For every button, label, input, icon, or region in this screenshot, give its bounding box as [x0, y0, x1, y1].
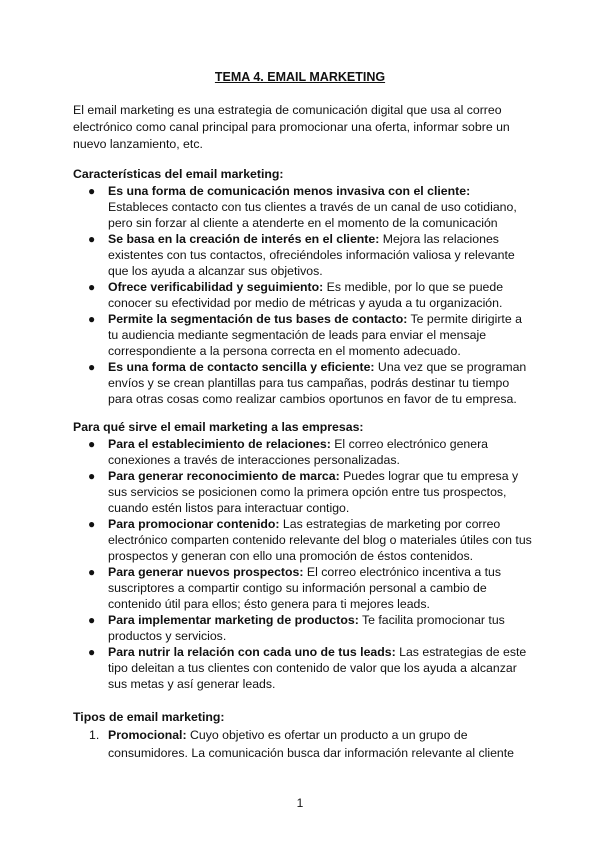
item-lead: Es una forma de comunicación menos invasiva con el cliente:	[108, 184, 471, 198]
list-item	[73, 644, 533, 692]
item-text: Estableces contacto con tus clientes a través de un canal de uso cotidiano, pero sin forzar al cliente a atenderte en el momento de la comunicación	[108, 200, 517, 230]
list-item	[73, 436, 533, 468]
bullet-icon: ●	[88, 613, 96, 627]
section-tipos	[73, 709, 533, 762]
item-lead: Promocional:	[108, 728, 187, 742]
section-heading: Tipos de email marketing:	[73, 710, 225, 724]
item-lead: Para promocionar contenido:	[108, 517, 280, 531]
item-text: El correo electrónico incentiva a tus suscriptores a compartir contigo su información personal a cambio de contenido útil para ellos; ésto genera para ti mejores leads.	[108, 565, 501, 611]
bullet-list	[73, 436, 533, 692]
list-item	[73, 468, 533, 516]
section-heading: Características del email marketing:	[73, 167, 284, 181]
list-item	[73, 279, 533, 311]
bullet-icon: ●	[88, 437, 96, 451]
list-item	[73, 231, 533, 279]
section-caracteristicas	[73, 166, 533, 407]
bullet-list	[73, 183, 533, 407]
bullet-icon: ●	[88, 280, 96, 294]
list-item	[73, 311, 533, 359]
list-item	[73, 359, 533, 407]
numbered-list	[73, 726, 533, 762]
item-lead: Ofrece verificabilidad y seguimiento:	[108, 280, 324, 294]
item-lead: Para generar reconocimiento de marca:	[108, 469, 340, 483]
section-heading: Para qué sirve el email marketing a las empresas:	[73, 420, 364, 434]
item-lead: Para generar nuevos prospectos:	[108, 565, 304, 579]
bullet-icon: ●	[88, 360, 96, 374]
item-lead: Para el establecimiento de relaciones:	[108, 437, 331, 451]
item-number: 1.	[89, 728, 100, 742]
item-lead: Para nutrir la relación con cada uno de tus leads:	[108, 645, 396, 659]
intro-paragraph: El email marketing es una estrategia de comunicación digital que usa al correo electrónico como canal principal para promocionar una oferta, informar sobre un nuevo lanzamiento, etc.	[73, 103, 510, 151]
item-text: Las estrategias de marketing por correo electrónico comparten contenido relevante del blog o materiales útiles con tus prospectos y generan con ello una promoción de éstos contenidos.	[108, 517, 532, 563]
item-lead: Se basa en la creación de interés en el cliente:	[108, 232, 380, 246]
bullet-icon: ●	[88, 645, 96, 659]
item-text: Cuyo objetivo es ofertar un producto a un grupo de consumidores. La comunicación busca dar información relevante al cliente	[108, 728, 515, 760]
item-lead: Permite la segmentación de tus bases de contacto:	[108, 312, 408, 326]
bullet-icon: ●	[88, 469, 96, 483]
list-item	[73, 183, 533, 231]
item-text: Una vez que se programan envíos y se crean plantillas para tus campañas, podrás destinar tu tiempo para otras cosas como realizar cambios oportunos en favor de tu empresa.	[108, 360, 527, 406]
item-lead: Para implementar marketing de productos:	[108, 613, 359, 627]
bullet-icon: ●	[88, 517, 96, 531]
item-lead: Es una forma de contacto sencilla y eficiente:	[108, 360, 375, 374]
bullet-icon: ●	[88, 565, 96, 579]
page-number: 1	[296, 796, 304, 810]
item-text: Las estrategias de este tipo deleitan a tus clientes con contenido de valor que los ayuda a alcanzar sus metas y así generar leads.	[108, 645, 527, 691]
bullet-icon: ●	[88, 232, 96, 246]
list-item	[73, 726, 533, 762]
item-text: El correo electrónico genera conexiones a través de interacciones personalizadas.	[108, 437, 489, 467]
item-text: Es medible, por lo que se puede conocer su efectividad por medio de métricas y ayuda a tu organización.	[108, 280, 504, 310]
list-item	[73, 612, 533, 644]
bullet-icon: ●	[88, 184, 96, 198]
item-text: Te permite dirigirte a tu audiencia mediante segmentación de leads para enviar el mensaje correspondiente a la persona correcta en el momento adecuado.	[108, 312, 522, 358]
item-text: Mejora las relaciones existentes con tus contactos, ofreciéndoles información valiosa y relevante que los ayuda a alcanzar sus objetivos.	[108, 232, 515, 278]
item-text: Puedes lograr que tu empresa y sus servicios se posicionen como la primera opción entre tus prospectos, cuando estén listos para interactuar contigo.	[108, 469, 519, 515]
item-text: Te facilita promocionar tus productos y servicios.	[108, 613, 505, 643]
list-item	[73, 516, 533, 564]
section-usos	[73, 419, 533, 692]
list-item	[73, 564, 533, 612]
bullet-icon: ●	[88, 312, 96, 326]
page-title: TEMA 4. EMAIL MARKETING	[214, 70, 386, 84]
